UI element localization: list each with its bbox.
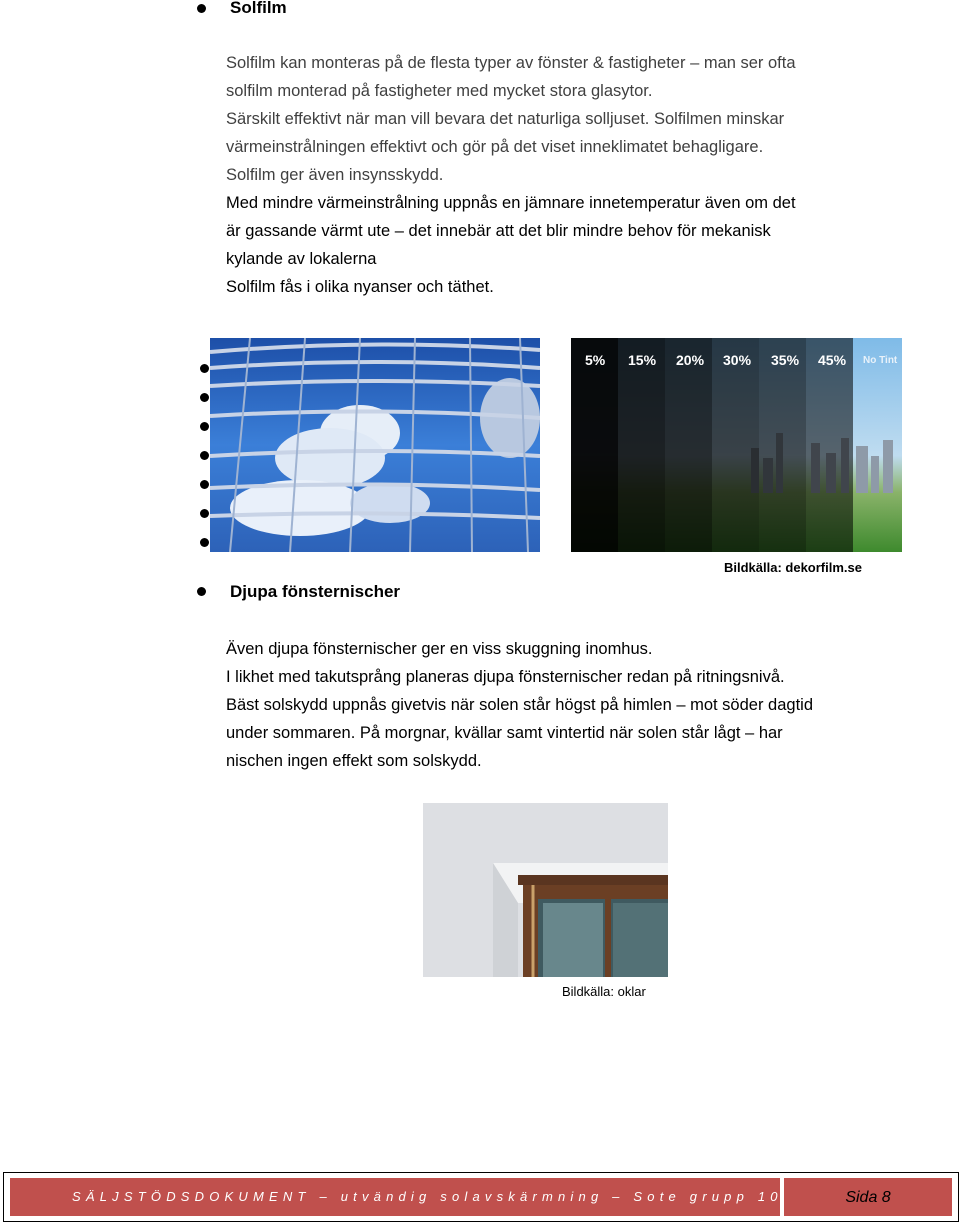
tint-label: 45%	[818, 352, 847, 368]
paragraph-line: Solfilm kan monteras på de flesta typer av fönster & fastigheter – man ser ofta	[226, 54, 796, 72]
paragraph-line: värmeinstrålningen effektivt och gör på det viset inneklimatet behagligare.	[226, 138, 764, 156]
glass-facade-image	[210, 338, 540, 552]
page-number: Sida 8	[784, 1178, 952, 1216]
paragraph-line: solfilm monterad på fastigheter med mycket stora glasytor.	[226, 82, 653, 100]
empty-bullet	[200, 451, 209, 460]
tint-label: 15%	[628, 352, 657, 368]
tint-label: 35%	[771, 352, 800, 368]
tint-samples-image	[571, 338, 902, 552]
bullet	[197, 4, 206, 13]
footer	[3, 1172, 959, 1222]
empty-bullet	[200, 422, 209, 431]
section-heading-solfilm: Solfilm	[230, 0, 287, 17]
paragraph-line: Även djupa fönsternischer ger en viss skuggning inomhus.	[226, 640, 653, 658]
empty-bullet	[200, 480, 209, 489]
tint-label: 5%	[585, 352, 606, 368]
footer-title: SÄLJSTÖDSDOKUMENT – utvändig solavskärmning – Sote grupp 10	[10, 1178, 780, 1216]
paragraph-line: nischen ingen effekt som solskydd.	[226, 752, 482, 770]
tint-label: 30%	[723, 352, 752, 368]
image-caption: Bildkälla: dekorfilm.se	[724, 560, 862, 575]
paragraph-line: Bäst solskydd uppnås givetvis när solen står högst på himlen – mot söder dagtid	[226, 696, 813, 714]
bullet	[197, 587, 206, 596]
paragraph-line: under sommaren. På morgnar, kvällar samt vintertid när solen står lågt – har	[226, 724, 783, 742]
image-caption: Bildkälla: oklar	[562, 984, 646, 999]
empty-bullet	[200, 538, 209, 547]
empty-bullet	[200, 509, 209, 518]
paragraph-line: kylande av lokalerna	[226, 250, 377, 268]
empty-bullet	[200, 393, 209, 402]
empty-bullet	[200, 364, 209, 373]
paragraph-line: Solfilm fås i olika nyanser och täthet.	[226, 278, 494, 296]
section-heading-djupa-fonsternischer: Djupa fönsternischer	[230, 582, 401, 601]
paragraph-line: Särskilt effektivt när man vill bevara det naturliga solljuset. Solfilmen minskar	[226, 110, 785, 128]
tint-label: No Tint	[863, 355, 898, 366]
paragraph-line: I likhet med takutsprång planeras djupa fönsternischer redan på ritningsnivå.	[226, 668, 785, 686]
paragraph-line: är gassande värmt ute – det innebär att det blir mindre behov för mekanisk	[226, 222, 771, 240]
paragraph-line: Solfilm ger även insynsskydd.	[226, 166, 444, 184]
window-niche-image	[423, 803, 668, 977]
tint-label: 20%	[676, 352, 705, 368]
paragraph-line: Med mindre värmeinstrålning uppnås en jämnare innetemperatur även om det	[226, 194, 796, 212]
